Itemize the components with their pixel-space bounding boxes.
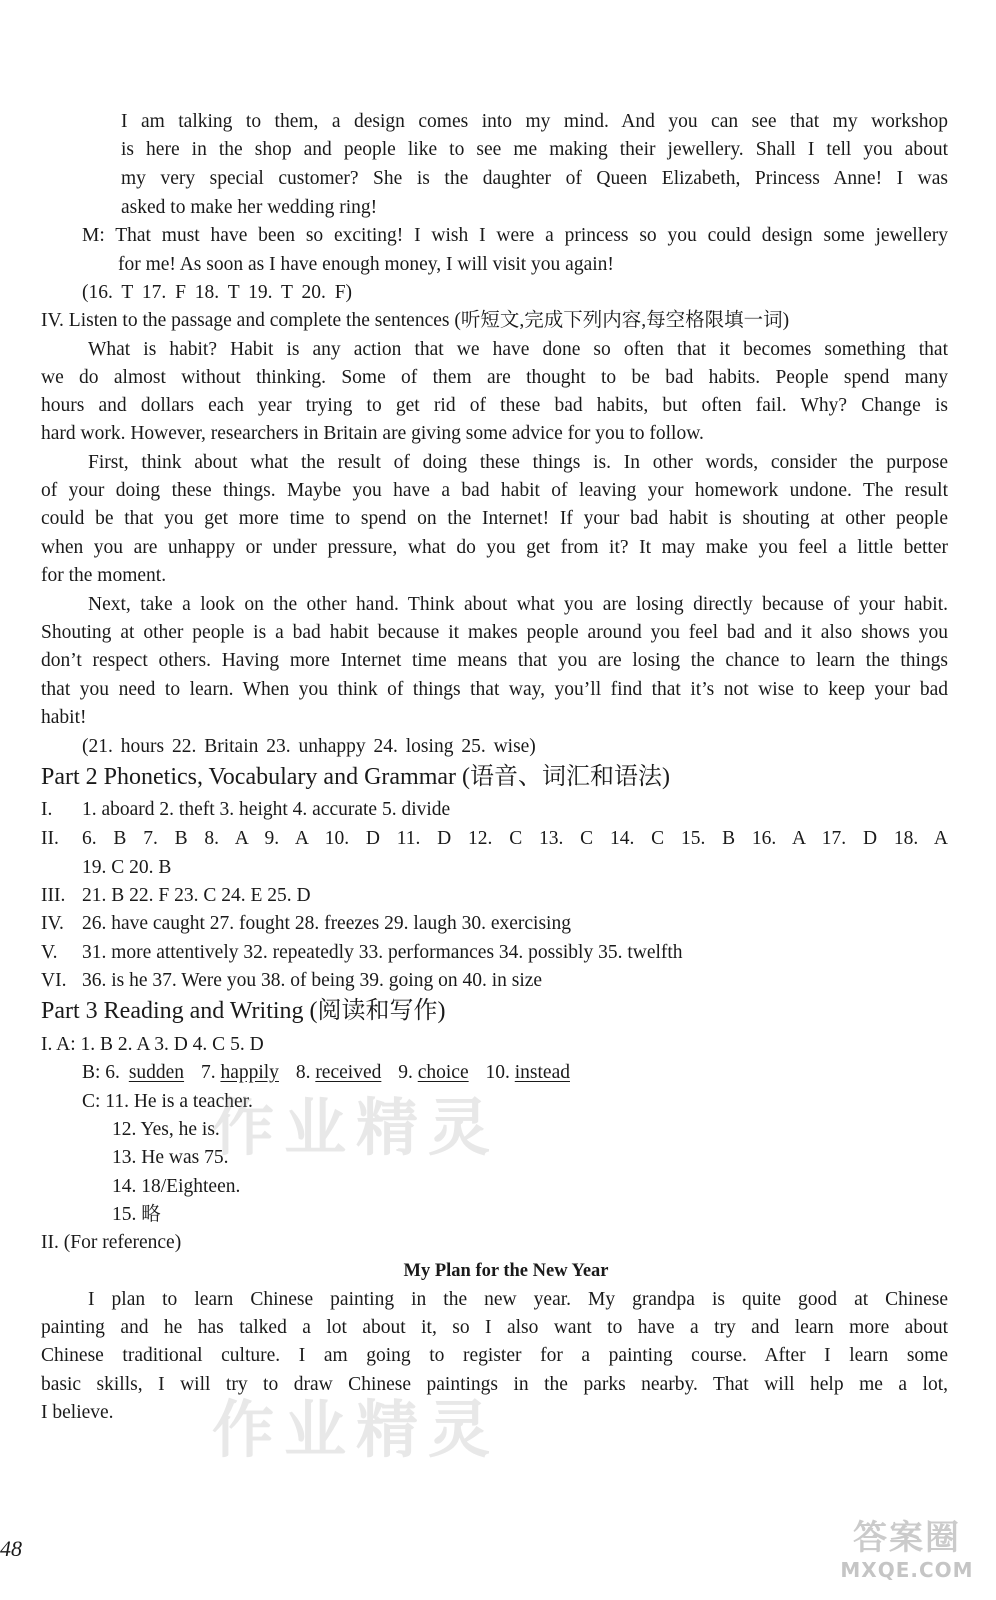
answer-row (41, 797, 450, 823)
page-number: 48 (0, 1536, 22, 1561)
paragraph-line: hours and dollars each year trying to get rid of these bad habits, but often fail. Why? Change is (41, 395, 948, 416)
answer-row-continued: 19. C 20. B (82, 857, 172, 878)
row-answers: 1. aboard 2. theft 3. height 4. accurate 5. divide (82, 799, 451, 820)
essay-title: My Plan for the New Year (403, 1261, 609, 1281)
answer-line: 14. 18/Eighteen. (112, 1176, 241, 1197)
dialogue-line: my very special customer? She is the daughter of Queen Elizabeth, Princess Anne! I was (121, 168, 948, 189)
row-answers: 31. more attentively 32. repeatedly 33. performances 34. possibly 35. twelfth (82, 942, 683, 963)
answer-row (41, 968, 542, 994)
answer-line: C: 11. He is a teacher. (82, 1091, 253, 1112)
paragraph-line: don’t respect others. Having more Internet time means that you are losing the chance to learn the things (41, 650, 948, 671)
paragraph-line: Next, take a look on the other hand. Think about what you are losing directly because of your habit. (88, 594, 948, 615)
paragraph-line: when you are unhappy or under pressure, what do you get from it? It may make you feel a little better (41, 537, 948, 558)
part-heading: Part 2 Phonetics, Vocabulary and Grammar (语音、词汇和语法) (41, 764, 671, 790)
paragraph-line: could be that you get more time to spend on the Internet! If your bad habit is shouting at other people (41, 508, 948, 529)
site-logo (822, 1510, 992, 1594)
answers-16-20: (16. T 17. F 18. T 19. T 20. F) (82, 282, 353, 303)
answers-21-25: (21. hours 22. Britain 23. unhappy 24. losing 25. wise) (82, 736, 536, 757)
answer-word: choice (417, 1062, 469, 1083)
row-answers: 6. B 7. B 8. A 9. A 10. D 11. D 12. C 13. C 14. C 15. B 16. A 17. D 18. A (82, 828, 948, 849)
row-answers: 36. is he 37. Were you 38. of being 39. going on 40. in size (82, 970, 543, 991)
row-number: IV. (41, 913, 64, 934)
paragraph-line: What is habit? Habit is any action that we have done so often that it becomes something that (88, 339, 948, 360)
answer-row (41, 911, 571, 937)
item-number: 7. (200, 1062, 216, 1083)
part-heading: Part 3 Reading and Writing (阅读和写作) (41, 998, 446, 1024)
dialogue-line: asked to make her wedding ring! (121, 197, 378, 218)
dialogue-line: for me! As soon as I have enough money, I will visit you again! (118, 254, 614, 275)
answer-row (41, 940, 683, 966)
section-heading: IV. Listen to the passage and complete the sentences (听短文,完成下列内容,每空格限填一词) (41, 310, 790, 331)
essay-line: Chinese traditional culture. I am going to register for a painting course. After I learn some (41, 1345, 948, 1366)
answer-word: instead (514, 1062, 570, 1083)
answer-row: I. A: 1. B 2. A 3. D 4. C 5. D (41, 1034, 264, 1055)
answer-line: 15. 略 (112, 1204, 161, 1225)
answer-word: sudden (128, 1062, 185, 1083)
answer-line: 12. Yes, he is. (112, 1119, 220, 1140)
watermark: 作业精灵 (212, 1091, 501, 1164)
row-number: V. (41, 942, 58, 963)
logo-mark: 答案圈 (853, 1518, 961, 1558)
dialogue-speaker-m: M: That must have been so exciting! I wish I were a princess so you could design some jewellery (82, 225, 948, 246)
item-number: 8. (295, 1062, 311, 1083)
row-number: III. (41, 885, 66, 906)
essay-line: painting and he has talked a lot about it, so I also want to have a try and learn more about (41, 1317, 948, 1338)
row-prefix: B: 6. (82, 1062, 120, 1083)
row-number: I. (41, 799, 53, 820)
row-number: VI. (41, 970, 67, 991)
answer-row (41, 826, 948, 852)
watermark: 作业精灵 (212, 1393, 501, 1466)
answer-word: received (315, 1062, 382, 1083)
paragraph-line: that you need to learn. When you think of things that way, you’ll find that it’s not wise to keep your bad (41, 679, 948, 700)
paragraph-line: habit! (41, 707, 87, 728)
dialogue-line: is here in the shop and people like to see me making their jewellery. Shall I tell you about (121, 139, 948, 160)
item-number: 9. (398, 1062, 413, 1083)
paragraph-line: Shouting at other people is a bad habit because it makes people around you feel bad and it also shows you (41, 622, 948, 643)
item-number: 10. (485, 1062, 510, 1083)
row-answers: 21. B 22. F 23. C 24. E 25. D (82, 885, 311, 906)
answer-word: happily (220, 1062, 279, 1083)
paragraph-line: hard work. However, researchers in Britain are giving some advice for you to follow. (41, 423, 704, 444)
paragraph-line: for the moment. (41, 565, 167, 586)
paragraph-line: First, think about what the result of doing these things is. In other words, consider the purpose (88, 452, 948, 473)
row-answers: 26. have caught 27. fought 28. freezes 29. laugh 30. exercising (82, 913, 571, 934)
answer-line: 13. He was 75. (112, 1147, 229, 1168)
answer-row: II. (For reference) (41, 1232, 182, 1253)
essay-line: I plan to learn Chinese painting in the new year. My grandpa is quite good at Chinese (88, 1289, 948, 1310)
answer-row (41, 883, 311, 909)
paragraph-line: we do almost without thinking. Some of them are thought to be bad habits. People spend many (41, 367, 948, 388)
essay-line: basic skills, I will try to draw Chinese paintings in the parks nearby. That will help me a lot, (41, 1374, 948, 1395)
paragraph-line: of your doing these things. Maybe you have a bad habit of leaving your homework undone. The result (41, 480, 948, 501)
essay-line: I believe. (41, 1402, 114, 1423)
row-number: II. (41, 828, 59, 849)
dialogue-line: I am talking to them, a design comes into my mind. And you can see that my workshop (121, 111, 948, 132)
logo-url: MXQE.COM (840, 1558, 974, 1582)
